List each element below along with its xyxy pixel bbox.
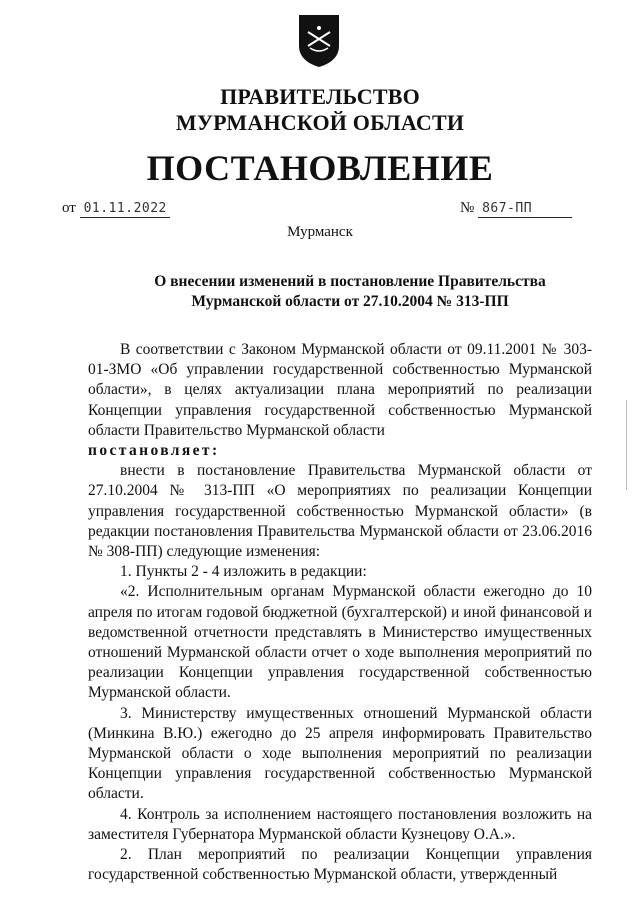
coat-of-arms-icon (296, 12, 342, 68)
decree-date-block (62, 198, 170, 218)
paragraph-preamble: В соответствии с Законом Мурманской области от 09.11.2001 № 303-01-ЗМО «Об управлении государственной собственностью Мурманской области», в целях актуализации плана мероприятий по реализации Концепции управления государственной собственностью Мурманской области Правительство Мурманской области (88, 341, 592, 439)
paragraph-item-1: 1. Пункты 2 - 4 изложить в редакции: (120, 563, 367, 581)
decides-keyword: постановляет: (88, 442, 220, 460)
paragraph-item-4-new: 4. Контроль за исполнением настоящего постановления возложить на заместителя Губернатора Мурманской области Кузнецову О.А.». (88, 805, 592, 843)
scan-edge-mark (626, 400, 627, 490)
date-prefix: от (62, 200, 76, 216)
decree-number-block (460, 198, 572, 218)
document-body (88, 340, 592, 885)
document-type-title: ПОСТАНОВЛЕНИЕ (146, 148, 494, 188)
paragraph-item-3-new: 3. Министерству имущественных отношений Мурманской области (Минкина В.Ю.) ежегодно до 25 апреля информировать Правительство Мурманской области о ходе выполнения мероприятий по реализации Концепции управления государственной собственностью Мурманской области. (88, 704, 592, 803)
city-name: Мурманск (287, 224, 353, 240)
subject-line2: Мурманской области от 27.10.2004 № 313-ПП (191, 293, 509, 310)
decree-number: 867-ПП (482, 201, 533, 216)
government-title-line2: МУРМАНСКОЙ ОБЛАСТИ (175, 110, 465, 135)
number-prefix: № (460, 200, 475, 216)
paragraph-amendment: внести в постановление Правительства Мурманской области от 27.10.2004 № 313-ПП «О мероприятиях по реализации Концепции управления государственной собственностью Мурманской области» (в редакции постановления Правительства Мурманской области от 23.06.2016 № 308-ПП) следующие изменения: (88, 462, 592, 561)
document-subject (140, 272, 560, 312)
paragraph-item-2-new: «2. Исполнительным органам Мурманской области ежегодно до 10 апреля по итогам годовой бюджетной (бухгалтерской) и иной финансовой и ведомственной отчетности представлять в Министерство имущественных отношений Мурманской области отчет о ходе выполнения мероприятий по реализации Концепции управления государственной собственностью Мурманской области. (88, 583, 592, 702)
paragraph-item-2: 2. План мероприятий по реализации Концепции управления государственной собственностью Мурманской области, утвержденный (88, 846, 592, 884)
decree-date: 01.11.2022 (83, 201, 167, 216)
subject-line1: О внесении изменений в постановление Правительства (154, 273, 546, 290)
government-title-line1: ПРАВИТЕЛЬСТВО (220, 84, 420, 109)
